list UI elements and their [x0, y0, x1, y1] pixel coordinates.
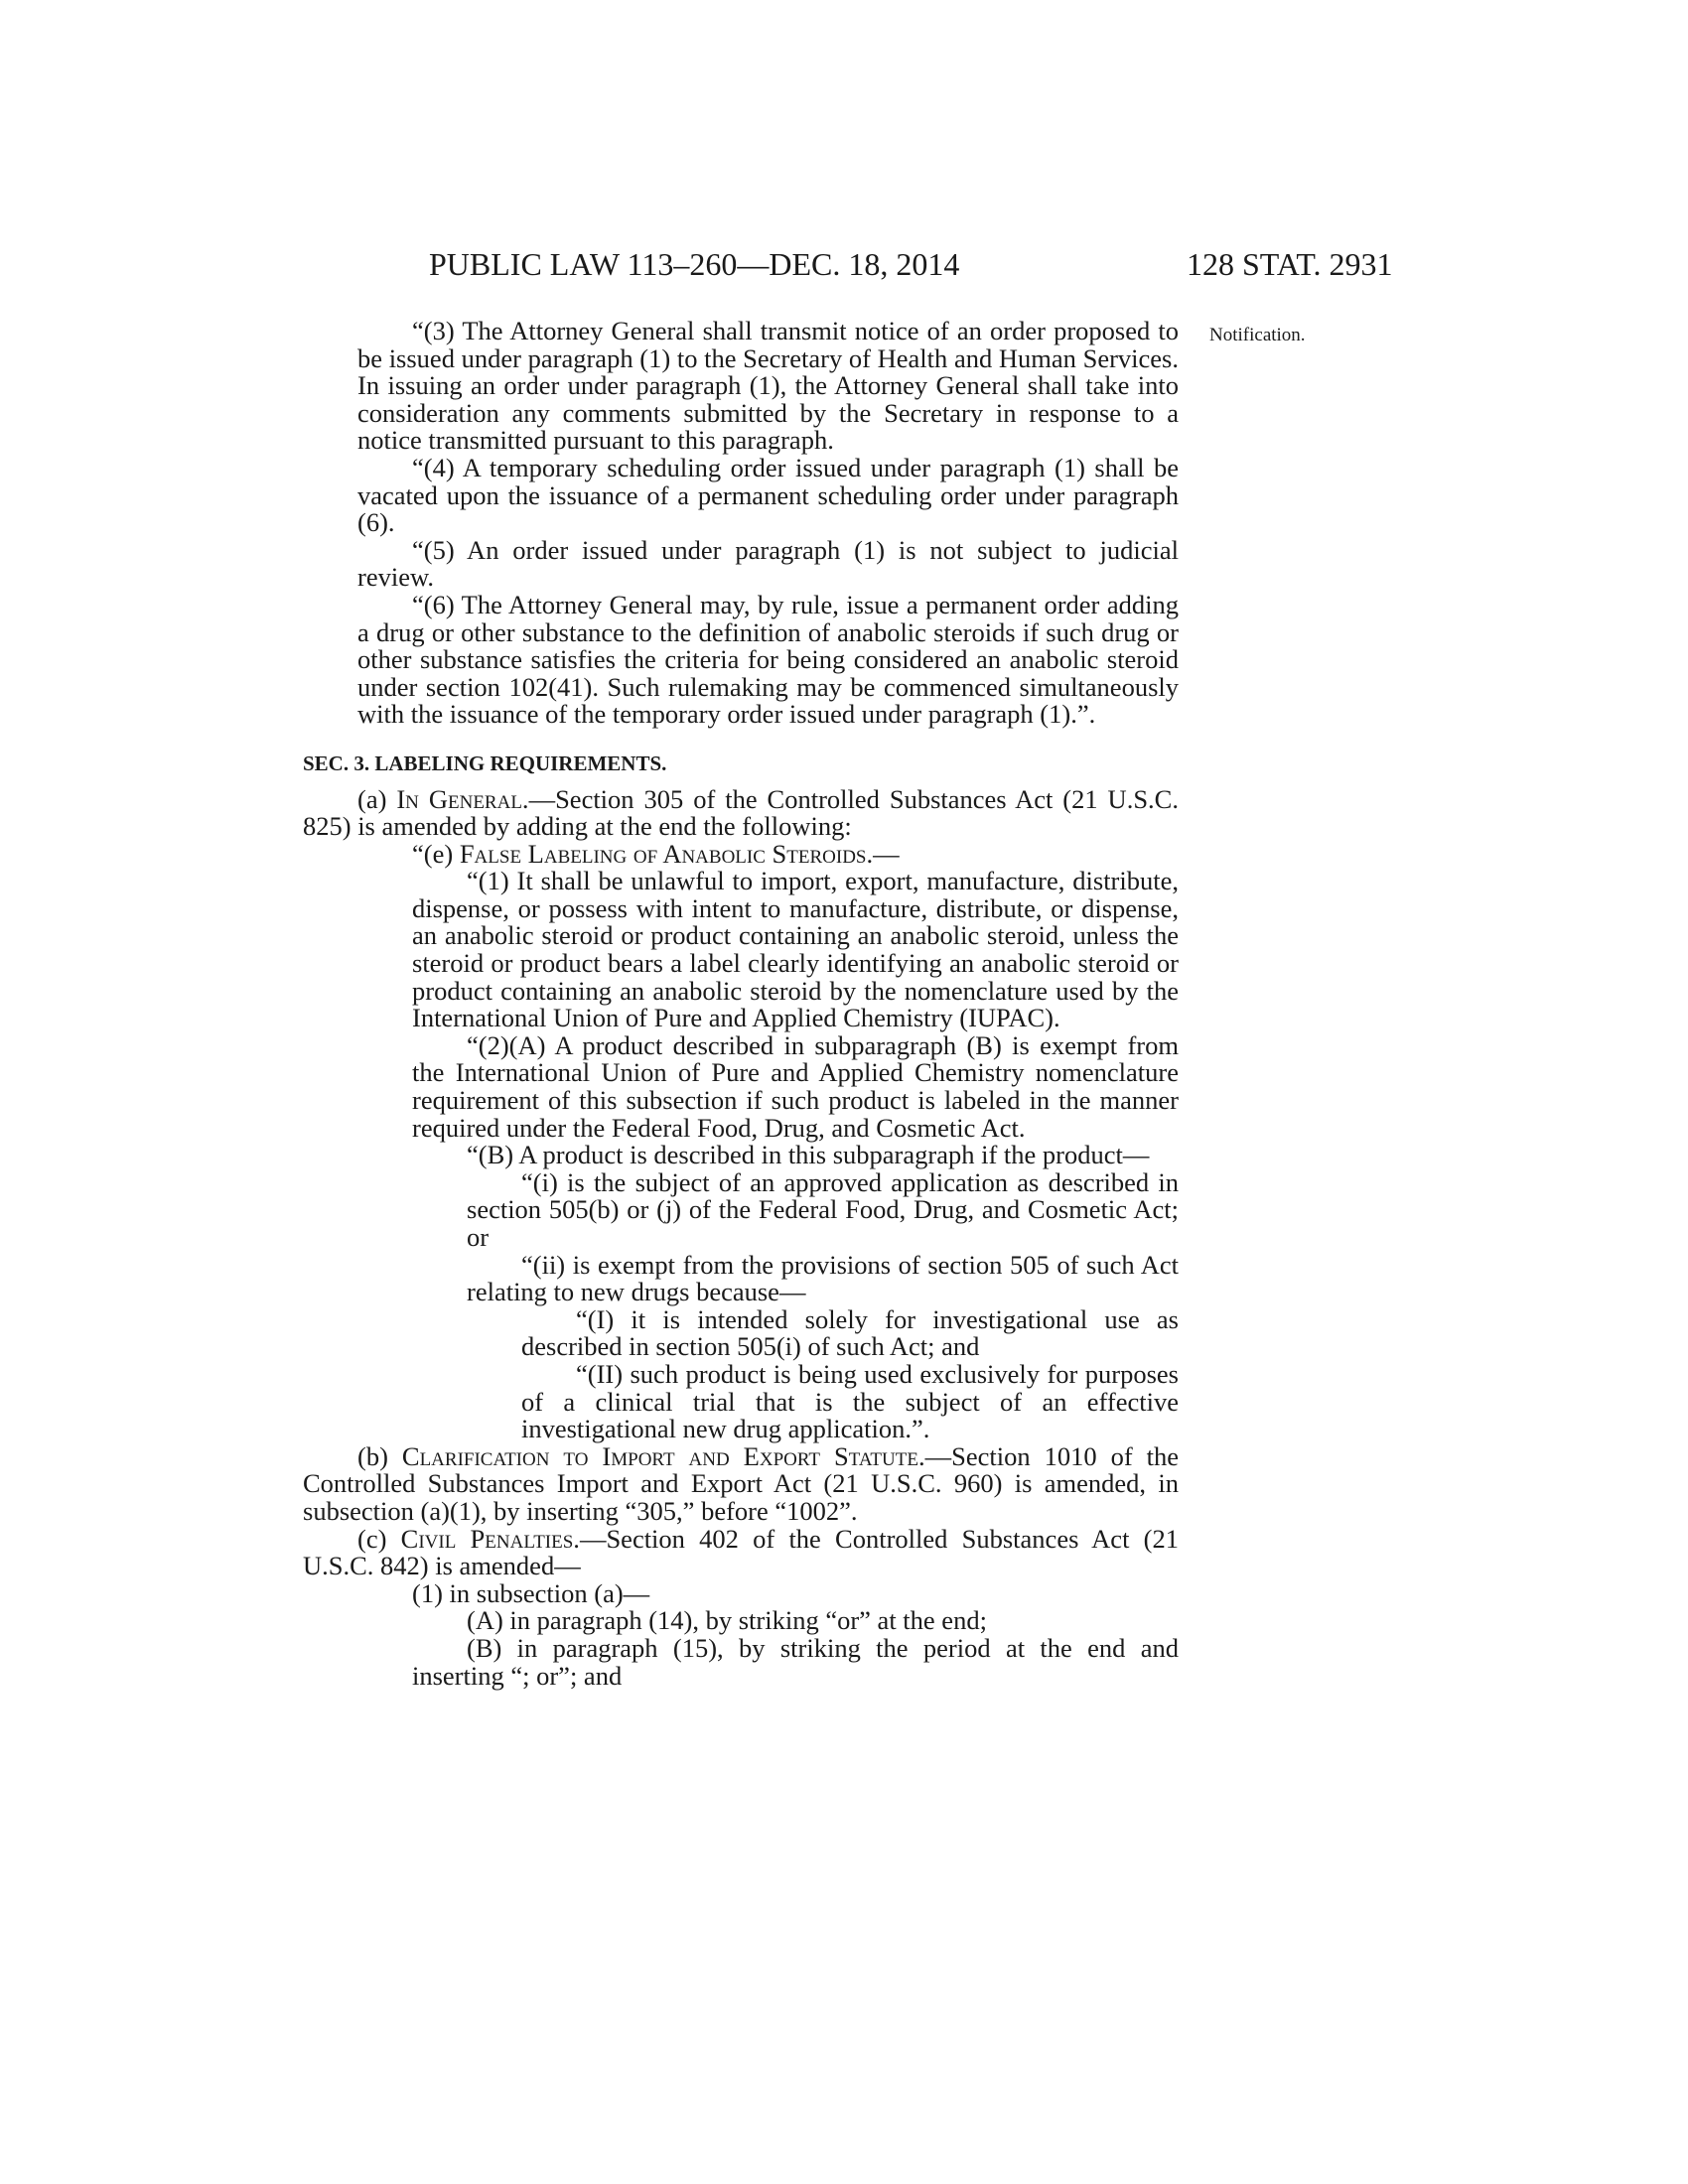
- document-body: [303, 318, 1179, 1690]
- subclause-I: “(I) it is intended solely for investigational use as described in section 505(i) of such Act; and: [521, 1303, 1179, 1362]
- subparagraph-c1A: (A) in paragraph (14), by striking “or” at the end;: [467, 1605, 987, 1636]
- subparagraph-c1B: (B) in paragraph (15), by striking the period at the end and inserting “; or”; and: [412, 1632, 1179, 1691]
- subsection-a-text: Section 305 of the Controlled Substances Act (21 U.S.C. 825) is amended by adding at the end the following:: [303, 783, 1179, 842]
- subsection-e-dash: —: [873, 838, 900, 869]
- subsection-b-text: Section 1010 of the Controlled Substances Import and Export Act (21 U.S.C. 960) is amended, in subsection (a)(1), by inserting “305,” before “1002”.: [303, 1440, 1179, 1526]
- subsection-c-text: Section 402 of the Controlled Substances Act (21 U.S.C. 842) is amended—: [303, 1523, 1179, 1581]
- subsection-c: [303, 1523, 1179, 1581]
- subsection-c-heading: Civil Penalties.: [400, 1523, 580, 1554]
- subsection-a-number: (a): [357, 783, 397, 814]
- subsection-e-number: “(e): [412, 838, 460, 869]
- paragraph-e2b: “(B) A product is described in this subparagraph if the product—: [467, 1140, 1150, 1170]
- subclause-II: “(II) such product is being used exclusively for purposes of a clinical trial that is the subject of an effective investigational new drug application.”.: [521, 1358, 1179, 1444]
- paragraph-5: “(5) An order issued under paragraph (1) is not subject to judicial review.: [357, 534, 1179, 593]
- page-number: 128 STAT. 2931: [1187, 246, 1393, 282]
- paragraph-c1: (1) in subsection (a)—: [412, 1577, 650, 1608]
- paragraph-3: “(3) The Attorney General shall transmit notice of an order proposed to be issued under paragraph (1) to the Secretary of Health and Human Services. In issuing an order under paragraph (1), the Attorney General shall take into consideration any comments submitted by the Secretary in response to a notice transmitted pursuant to this paragraph.: [357, 316, 1179, 456]
- clause-i: “(i) is the subject of an approved application as described in section 505(b) or (j) of the Federal Food, Drug, and Cosmetic Act; or: [467, 1166, 1179, 1252]
- subsection-c-dash: —: [579, 1523, 607, 1554]
- margin-note: Notification.: [1209, 325, 1306, 345]
- paragraph-4: “(4) A temporary scheduling order issued under paragraph (1) shall be vacated upon the issuance of a permanent scheduling order under paragraph (6).: [357, 452, 1179, 538]
- subsection-e-heading: False Labeling of Anabolic Steroids.: [459, 838, 874, 869]
- subsection-e-heading-line: [303, 838, 1179, 869]
- subsection-a-dash: —: [528, 783, 556, 814]
- subsection-c-number: (c): [357, 1523, 401, 1554]
- subsection-b: [303, 1440, 1179, 1526]
- subsection-a-heading: In General.: [396, 783, 529, 814]
- paragraph-e2a: “(2)(A) A product described in subparagraph (B) is exempt from the International Union of Pure and Applied Chemistry nomenclature requirement of this subsection if such product is labeled in the manner required under the Federal Food, Drug, and Cosmetic Act.: [412, 1029, 1179, 1143]
- subsection-b-number: (b): [357, 1440, 402, 1471]
- subsection-b-dash: —: [924, 1440, 952, 1471]
- subsection-a: [303, 783, 1179, 842]
- running-header-title: PUBLIC LAW 113–260—DEC. 18, 2014: [429, 246, 960, 282]
- paragraph-6: “(6) The Attorney General may, by rule, issue a permanent order adding a drug or other substance to the definition of anabolic steroids if such drug or other substance satisfies the criteria for being considered an anabolic steroid under section 102(41). Such rulemaking may be commenced simultaneously with the issuance of the temporary order issued under paragraph (1).”.: [357, 589, 1179, 730]
- section-heading: SEC. 3. LABELING REQUIREMENTS.: [303, 751, 667, 775]
- clause-ii: “(ii) is exempt from the provisions of section 505 of such Act relating to new drugs because—: [467, 1249, 1179, 1307]
- paragraph-e1: “(1) It shall be unlawful to import, export, manufacture, distribute, dispense, or possess with intent to manufacture, distribute, or dispense, an anabolic steroid or product containing an anabolic steroid, unless the steroid or product bears a label clearly identifying an anabolic steroid or product containing an anabolic steroid by the nomenclature used by the International Union of Pure and Applied Chemistry (IUPAC).: [412, 866, 1179, 1033]
- subsection-b-heading: Clarification to Import and Export Statute.: [401, 1440, 925, 1471]
